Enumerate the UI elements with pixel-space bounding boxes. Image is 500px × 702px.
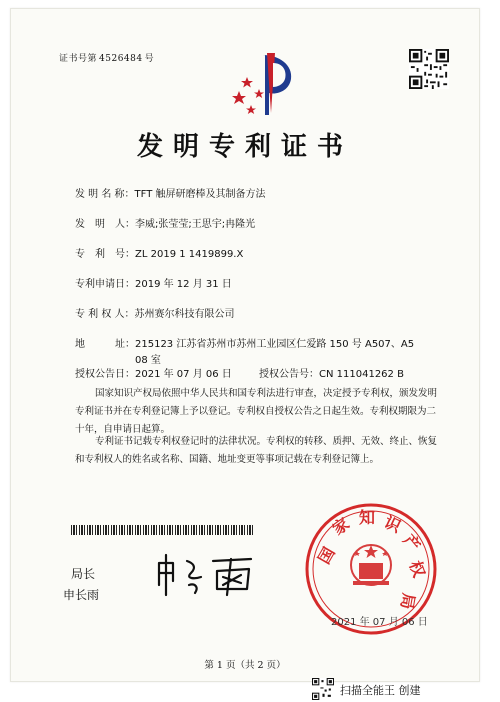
- certificate-number-suffix: 号: [144, 54, 155, 64]
- certificate-page: [10, 8, 480, 682]
- svg-text:产: 产: [399, 530, 425, 556]
- svg-text:局: 局: [397, 591, 419, 611]
- page-title: 发明专利证书: [136, 132, 353, 162]
- signature-name: 申长雨: [63, 588, 100, 602]
- cnipa-logo-icon: [221, 43, 311, 117]
- field-patent-number: 专 利 号：ZL 2019 1 1419899.X: [75, 249, 244, 260]
- field-application-date: 专利申请日：2019 年 12 月 31 日: [75, 279, 232, 290]
- field-invention-name: 发 明 名 称：TFT 触屏研磨棒及其制备方法: [75, 189, 266, 200]
- grant-info: 授权公告日：2021 年 07 月 06 日: [75, 369, 232, 380]
- svg-text:识: 识: [381, 512, 404, 537]
- signature-role: 局长: [71, 567, 96, 581]
- certificate-number-value: 4526484: [99, 54, 143, 64]
- svg-text:国: 国: [314, 543, 339, 568]
- seal-date: 2021 年 07 月 06 日: [331, 617, 428, 628]
- qr-code-icon: [409, 49, 449, 89]
- certificate-number-label: 证书号第: [59, 54, 98, 64]
- field-address: 地 址：215123 江苏省苏州市苏州工业园区仁爱路 150 号 A507、A5: [75, 339, 415, 350]
- grant-publication-number: 授权公告号：CN 111041262 B: [259, 369, 404, 380]
- field-address-continued: 08 室: [135, 355, 161, 366]
- page-number: 第 1 页（共 2 页）: [204, 660, 286, 671]
- svg-text:权: 权: [405, 558, 429, 580]
- field-patentee: 专 利 权 人：苏州赛尔科技有限公司: [75, 309, 235, 320]
- footer-text: 扫描全能王 创建: [340, 684, 421, 697]
- svg-text:家: 家: [328, 513, 353, 539]
- certificate-number: [59, 51, 154, 64]
- grant-paragraph: 国家知识产权局依照中华人民共和国专利法进行审查，决定授予专利权，颁发发明专利证书并在专利登记簿上予以登记。专利权自授权公告之日起生效。专利权期限为二十年，自申请日起算。: [75, 388, 438, 435]
- barcode: [71, 525, 255, 535]
- handwritten-signature: [151, 549, 271, 599]
- field-inventor: 发 明 人：李威;张莹莹;王思宇;冉隆光: [75, 219, 256, 230]
- svg-text:知: 知: [359, 508, 376, 527]
- footer-qr-code-icon: [312, 678, 334, 700]
- legal-status-paragraph: 专利证书记载专利权登记时的法律状况。专利权的转移、质押、无效、终止、恢复和专利权人的姓名或名称、国籍、地址变更等事项记载在专利登记簿上。: [75, 436, 438, 465]
